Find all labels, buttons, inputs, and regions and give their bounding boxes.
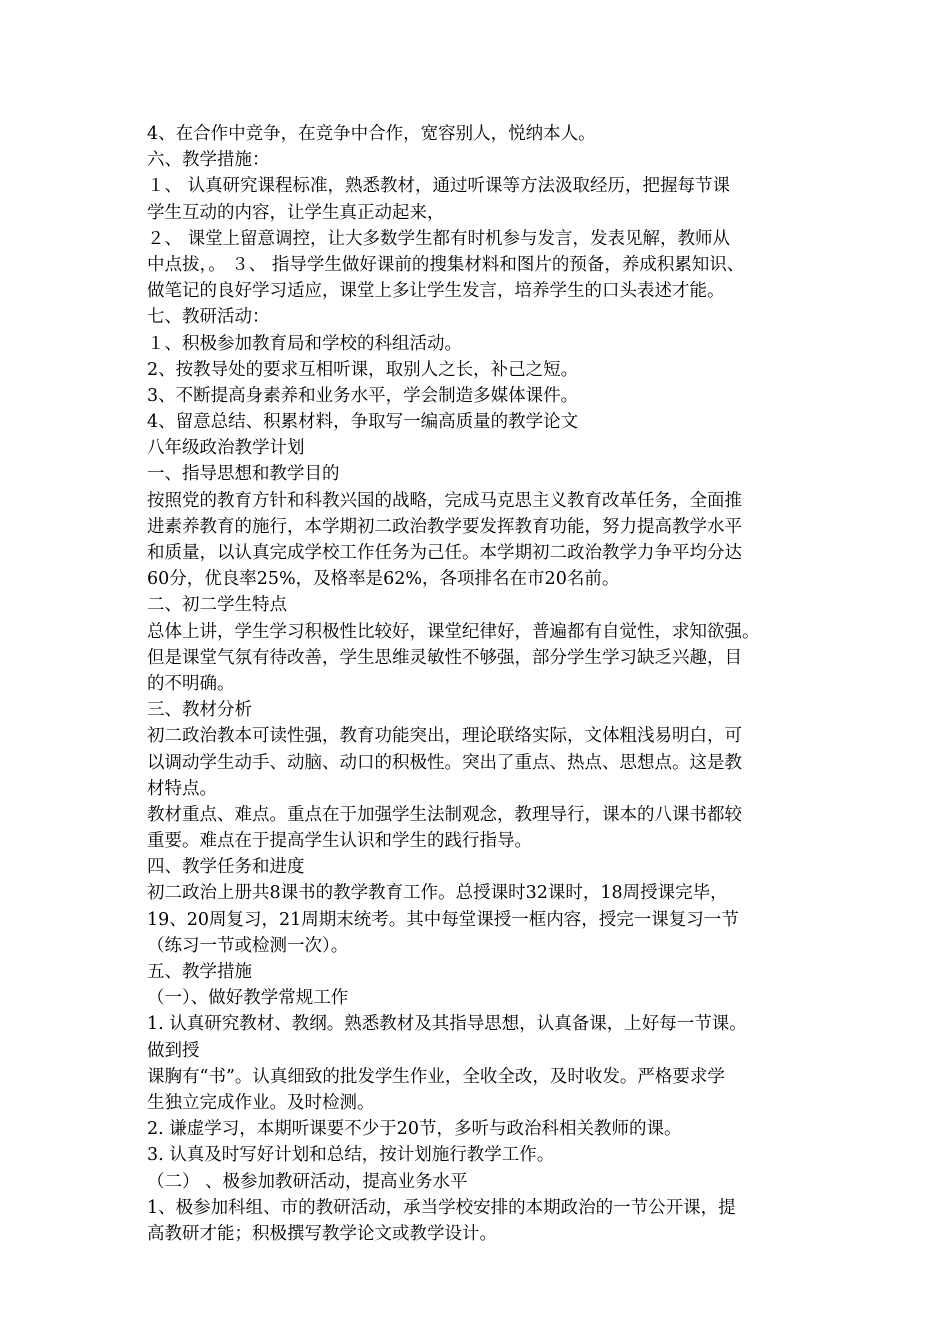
text-line: 但是课堂气氛有待改善，学生思维灵敏性不够强，部分学生学习缺乏兴趣，目: [147, 647, 742, 668]
text-line: 1. 认真研究教材、教纲。熟悉教材及其指导思想，认真备课，上好每一节课。: [147, 1014, 747, 1035]
section-heading: 三、教材分析: [147, 700, 252, 721]
document-body: [147, 121, 827, 1247]
text-line: 1、极参加科组、市的教研活动，承当学校安排的本期政治的一节公开课，提: [147, 1197, 736, 1218]
text-line: 高教研才能；积极撰写教学论文或教学设计。: [147, 1223, 497, 1244]
section-heading: 四、教学任务和进度: [147, 857, 305, 878]
text-line: ２、 课堂上留意调控，让大多数学生都有时机参与发言，发表见解，教师从: [147, 228, 731, 249]
text-line: 3. 认真及时写好计划和总结，按计划施行教学工作。: [147, 1145, 555, 1166]
text-line: 4、在合作中竞争，在竞争中合作，宽容别人，悦纳本人。: [147, 124, 596, 144]
text-line: １、积极参加教育局和学校的科组活动。: [147, 333, 462, 354]
text-line: 4、留意总结、积累材料，争取写一编高质量的教学论文: [147, 412, 579, 433]
section-heading: 六、教学措施：: [147, 150, 270, 171]
text-line: 初二政治上册共8课书的教学教育工作。总授课时32课时，18周授课完毕，: [147, 883, 728, 904]
document-title: 八年级政治教学计划: [147, 438, 305, 459]
text-line: 进素养教育的施行，本学期初二政治教学要发挥教育功能，努力提高教学水平: [147, 516, 742, 537]
text-line: 材特点。: [147, 778, 217, 799]
section-heading: 五、教学措施: [147, 962, 252, 982]
text-line: 3、不断提高身素养和业务水平，学会制造多媒体课件。: [147, 385, 579, 406]
text-line: 生独立完成作业。及时检测。: [147, 1092, 375, 1113]
text-line: 做到授: [147, 1040, 200, 1061]
text-line: 的不明确。: [147, 673, 235, 694]
text-line: 总体上讲，学生学习积极性比较好，课堂纪律好，普遍都有自觉性，求知欲强。: [147, 621, 760, 642]
text-line: 2、按教导处的要求互相听课，取别人之长，补己之短。: [147, 359, 579, 380]
text-line: 初二政治教本可读性强，教育功能突出，理论联络实际，文体粗浅易明白，可: [147, 726, 742, 747]
text-line: （练习一节或检测一次）。: [147, 935, 349, 956]
text-line: 19、20周复习，21周期末统考。其中每堂课授一框内容，授完一课复习一节: [147, 909, 739, 930]
section-heading: 一、指导思想和教学目的: [147, 464, 340, 485]
text-line: 重要。难点在于提高学生认识和学生的践行指导。: [147, 831, 532, 852]
text-line: 和质量，以认真完成学校工作任务为己任。本学期初二政治教学力争平均分达: [147, 543, 742, 563]
text-line: 中点拔，。 ３、 指导学生做好课前的搜集材料和图片的预备，养成积累知识、: [147, 254, 745, 275]
text-line: 60分，优良率25%，及格率是62%，各项排名在市20名前。: [147, 569, 620, 590]
text-line: 2. 谦虚学习，本期听课要不少于20节，多听与政治科相关教师的课。: [147, 1119, 682, 1140]
text-line: 课胸有“书”。认真细致的批发学生作业，全收全改，及时收发。严格要求学: [147, 1066, 725, 1087]
text-line: 教材重点、难点。重点在于加强学生法制观念，教理导行，课本的八课书都较: [147, 804, 742, 825]
section-heading: 七、教研活动：: [147, 307, 270, 328]
sub-heading: （二） 、极参加教研活动，提高业务水平: [147, 1171, 468, 1192]
text-line: 以调动学生动手、动脑、动口的积极性。突出了重点、热点、思想点。这是教: [147, 752, 742, 773]
text-line: １、 认真研究课程标准，熟悉教材，通过听课等方法汲取经历，把握每节课: [147, 176, 731, 197]
section-heading: 二、初二学生特点: [147, 595, 287, 616]
text-line: 按照党的教育方针和科教兴国的战略，完成马克思主义教育改革任务，全面推: [147, 490, 742, 511]
sub-heading: （一）、做好教学常规工作: [147, 988, 349, 1009]
text-line: 做笔记的良好学习适应，课堂上多让学生发言，培养学生的口头表述才能。: [147, 281, 725, 302]
text-line: 学生互动的内容，让学生真正动起来，: [147, 202, 445, 223]
